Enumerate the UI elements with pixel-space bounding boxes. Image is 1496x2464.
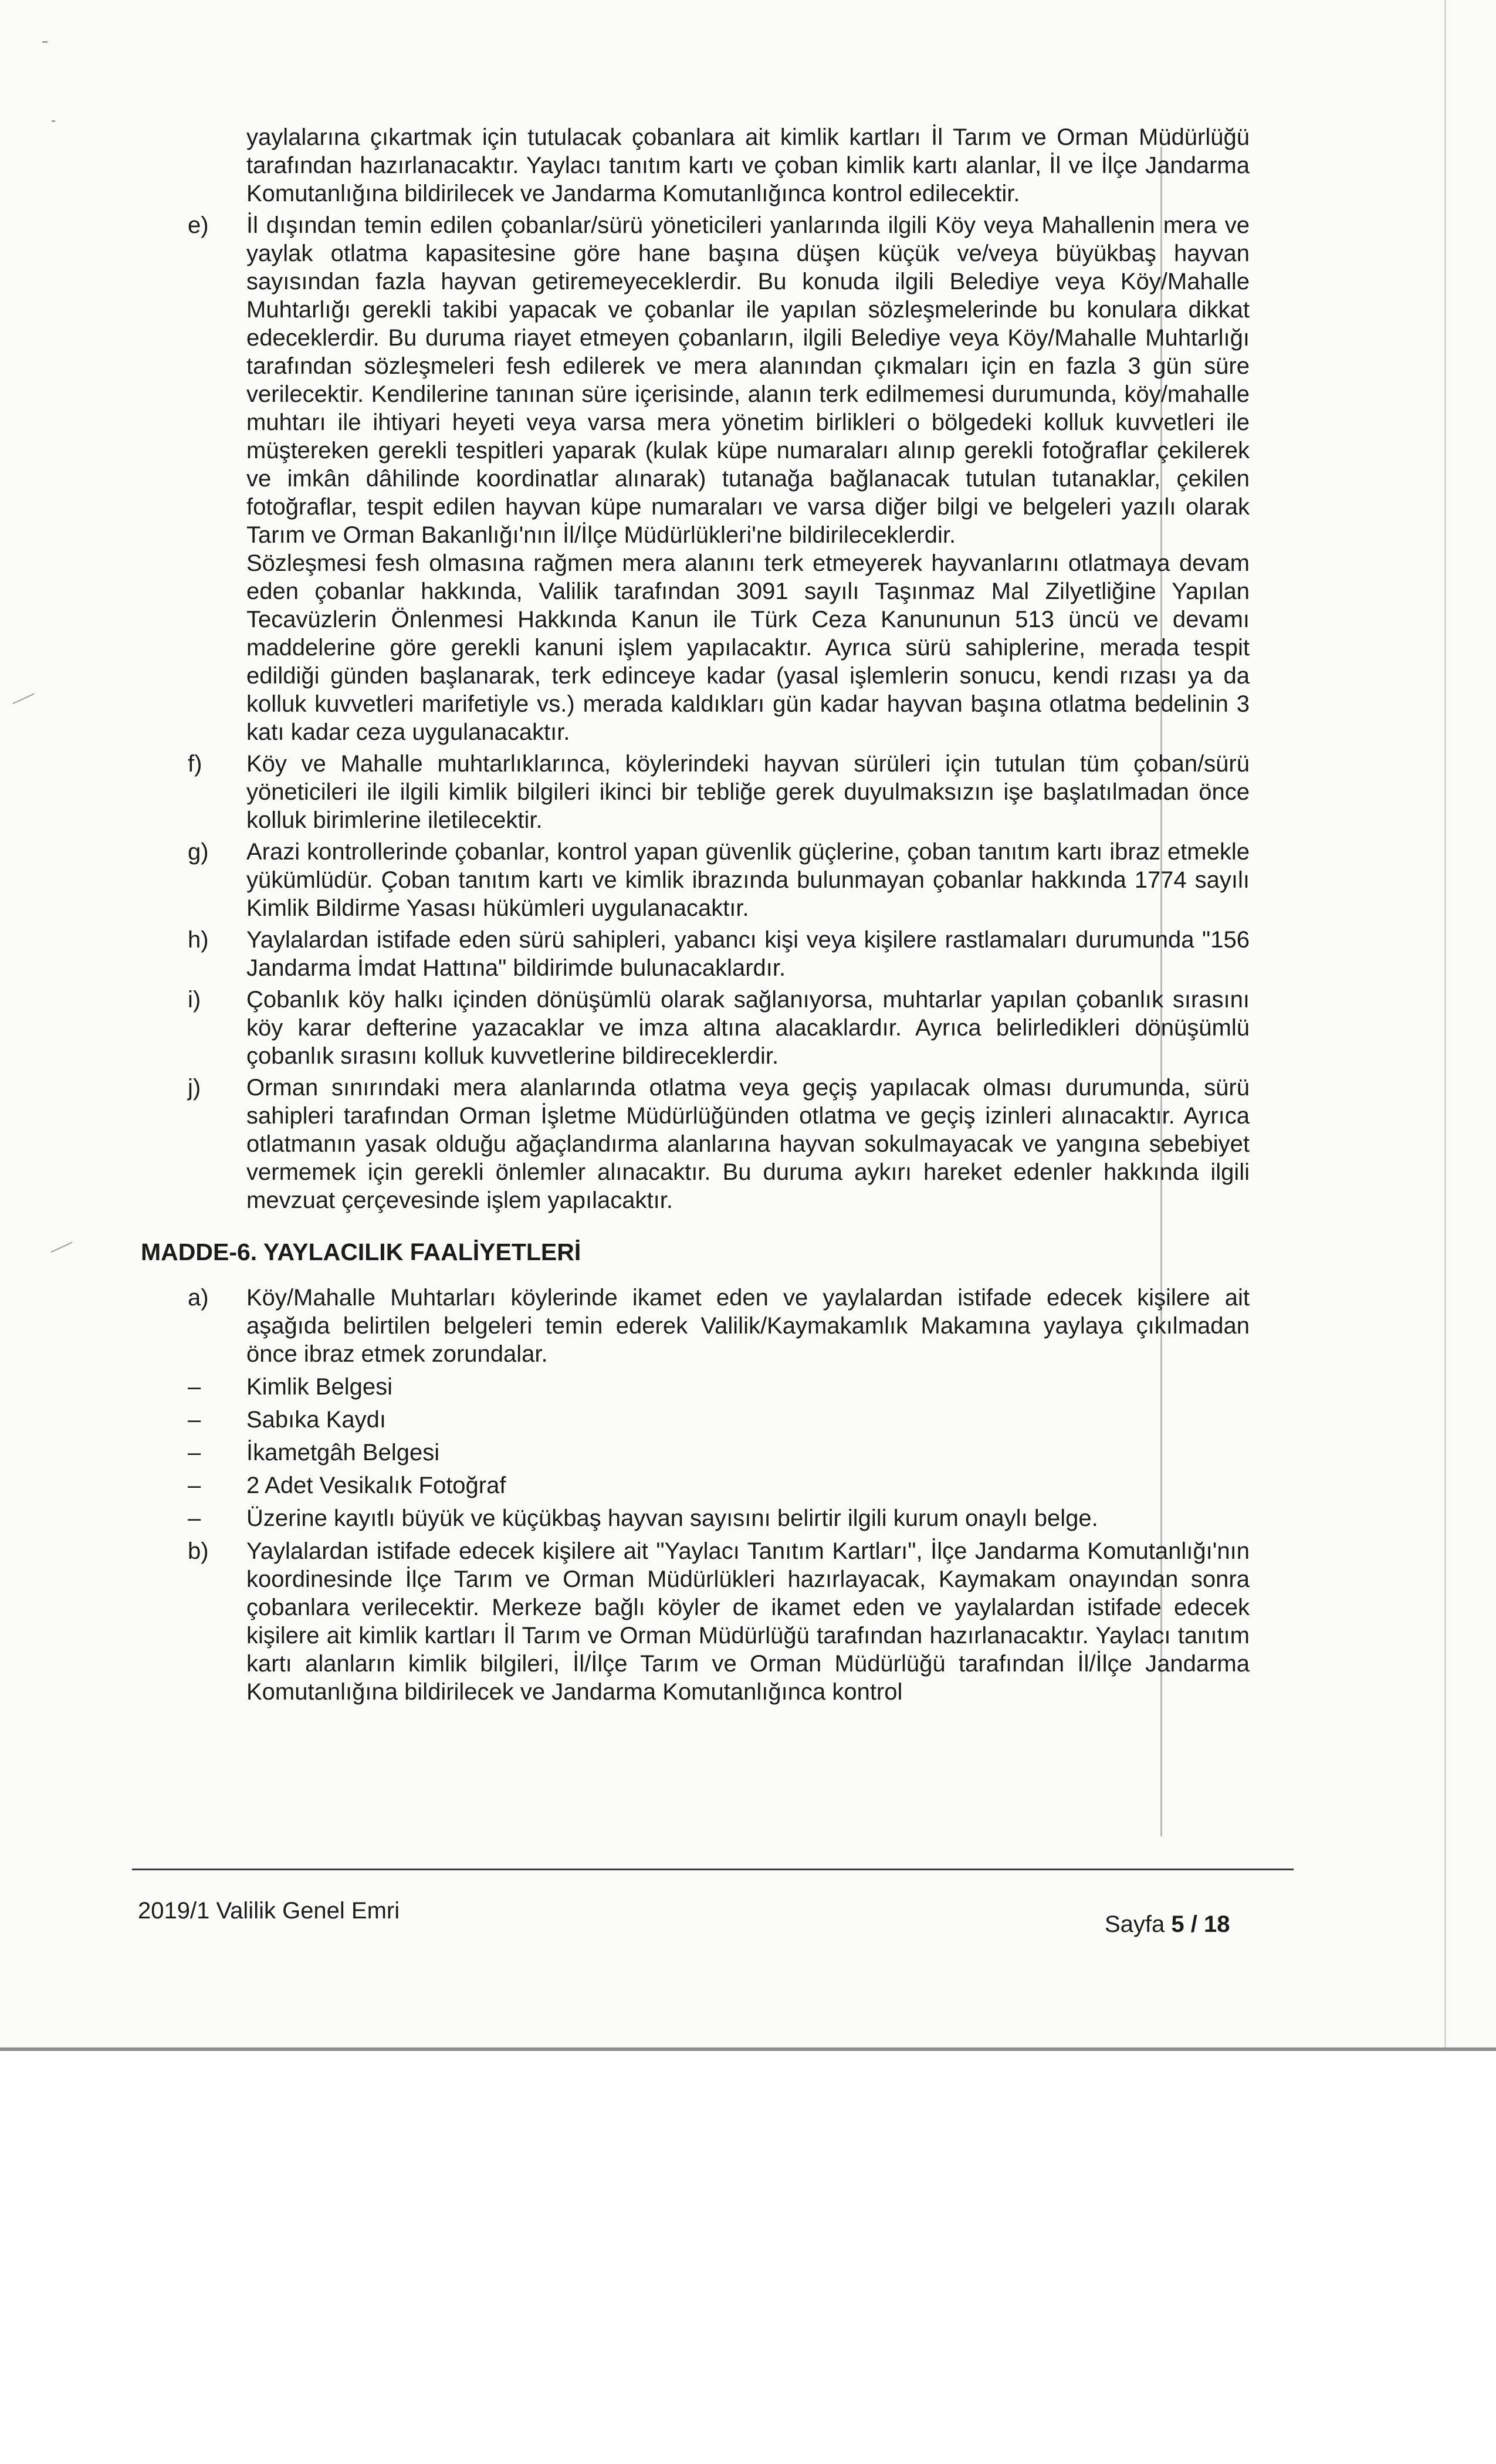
scan-speck	[42, 41, 48, 43]
item-marker: j)	[188, 1075, 201, 1101]
dash-marker: –	[188, 1374, 201, 1400]
list-item-g	[176, 838, 1250, 922]
article-5-items	[176, 211, 1250, 1214]
document-body	[141, 123, 1250, 1710]
document-name: Sabıka Kaydı	[246, 1407, 386, 1433]
list-item-h	[176, 926, 1250, 982]
dash-marker: –	[188, 1473, 201, 1498]
list-item-a	[176, 1284, 1250, 1368]
item-paragraph: İl dışından temin edilen çobanlar/sürü yöneticileri yanlarında ilgili Köy veya Mahallenin mera ve yaylak otlatma kapasitesine göre hane başına düşen küçük ve/veya büyükbaş hayvan sayısından fazla hayvan getiremeyeceklerdir. Bu konuda ilgili Belediye veya Köy/Mahalle Muhtarlığı gerekli takibi yapacak ve çobanlar ile yapılan sözleşmelerinde bu konulara dikkat edeceklerdir. Bu duruma riayet etmeyen çobanların, ilgili Belediye veya Köy/Mahalle Muhtarlığı tarafından sözleşmeleri fesh edilerek ve mera alanından çıkmaları için en fazla 3 gün süre verilecektir. Kendilerine tanınan süre içerisinde, alanın terk edilmemesi durumunda, köy/mahalle muhtarı ile ihtiyari heyeti veya varsa mera yönetim birlikleri o bölgedeki kolluk kuvvetleri ile müştereken gerekli tespitleri yaparak (kulak küpe numaraları alınıp gerekli fotoğraflar çekilerek ve imkân dâhilinde koordinatlar alınarak) tutanağa bağlanacak tutulan tutanaklar, çekilen fotoğraflar, tespit edilen hayvan küpe numaraları ve varsa diğer bilgi ve belgeleri yazılı olarak Tarım ve Orman Bakanlığı'nın İl/İlçe Müdürlükleri'ne bildirileceklerdir.	[246, 212, 1250, 548]
item-marker: f)	[188, 751, 202, 777]
dash-marker: –	[188, 1440, 201, 1465]
item-paragraph: Köy ve Mahalle muhtarlıklarınca, köylerindeki hayvan sürüleri için tutulan tüm çoban/sürü yöneticileri ile ilgili kimlik bilgileri ikinci bir tebliğe gerek duyulmaksızın işe başlatılmadan önce kolluk birimlerine iletilecektir.	[246, 751, 1250, 833]
required-documents-list	[176, 1373, 1250, 1532]
document-name: Kimlik Belgesi	[246, 1374, 392, 1400]
document-name: 2 Adet Vesikalık Fotoğraf	[246, 1473, 506, 1498]
scan-bottom-edge	[0, 2047, 1496, 2051]
item-paragraph: Yaylalardan istifade eden sürü sahipleri, yabancı kişi veya kişilere rastlamaları durumunda "156 Jandarma İmdat Hattına" bildirimde bulunacaklardır.	[246, 927, 1250, 981]
list-item	[176, 1504, 1250, 1532]
item-paragraph: Sözleşmesi fesh olmasına rağmen mera alanını terk etmeyerek hayvanlarını otlatmaya devam eden çobanlar hakkında, Valilik tarafından 3091 sayılı Taşınmaz Mal Zilyetliğine Yapılan Tecavüzlerin Önlenmesi Hakkında Kanun ile Türk Ceza Kanununun 513 üncü ve devamı maddelerine göre gerekli kanuni işlem yapılacaktır. Ayrıca sürü sahiplerine, merada tespit edildiği günden başlanarak, terk edinceye kadar (yasal işlemlerin sonucu, kendi rızası ya da kolluk kuvvetleri marifetiyle vs.) merada kaldıkları gün kadar hayvan başına otlatma bedelinin 3 katı kadar ceza uygulanacaktır.	[246, 550, 1250, 745]
list-item-e	[176, 211, 1250, 746]
scan-edge	[1444, 0, 1446, 2049]
scan-speck	[52, 120, 55, 122]
item-paragraph: Yaylalardan istifade edecek kişilere ait "Yaylacı Tanıtım Kartları", İlçe Jandarma Komutanlığı'nın koordinesinde İlçe Tarım ve Orman Müdürlükleri hazırlayacak, Kaymakam onayından sonra çobanlara verilecektir. Merkeze bağlı köyler de ikamet eden ve yaylalardan istifade edecek kişilere ait kimlik kartları İl Tarım ve Orman Müdürlüğü tarafından hazırlanacaktır. Yaylacı tanıtım kartı alanların kimlik bilgileri, İl/İlçe Tarım ve Orman Müdürlüğü tarafından İl/İlçe Jandarma Komutanlığına bildirilecek ve Jandarma Komutanlığınca kontrol	[246, 1538, 1250, 1705]
list-item	[176, 1471, 1250, 1500]
list-item-f	[176, 750, 1250, 834]
footer-document-title: 2019/1 Valilik Genel Emri	[138, 1898, 400, 1924]
intro-paragraph: yaylalarına çıkartmak için tutulacak çobanlara ait kimlik kartları İl Tarım ve Orman Müdürlüğü tarafından hazırlanacaktır. Yaylacı tanıtım kartı ve çoban kimlik kartı alanlar, İl ve İlçe Jandarma Komutanlığına bildirilecek ve Jandarma Komutanlığınca kontrol edilecektir.	[246, 124, 1250, 207]
item-paragraph: Arazi kontrollerinde çobanlar, kontrol yapan güvenlik güçlerine, çoban tanıtım kartı ibraz etmekle yükümlüdür. Çoban tanıtım kartı ve kimlik ibrazında bulunmayan çobanlar hakkında 1774 sayılı Kimlik Bildirme Yasası hükümleri uygulanacaktır.	[246, 839, 1250, 921]
item-paragraph: Orman sınırındaki mera alanlarında otlatma veya geçiş yapılacak olması durumunda, sürü sahipleri tarafından Orman İşletme Müdürlüğünden otlatma ve geçiş izinleri alınacaktır. Ayrıca otlatmanın yasak olduğu ağaçlandırma alanlarına hayvan sokulmayacak ve yangına sebebiyet vermemek için gerekli önlemler alınacaktır. Bu duruma aykırı hareket edenler hakkında ilgili mevzuat çerçevesinde işlem yapılacaktır.	[246, 1075, 1250, 1213]
item-marker: a)	[188, 1285, 209, 1311]
list-item	[176, 1373, 1250, 1401]
list-item	[176, 1406, 1250, 1434]
list-item-j	[176, 1074, 1250, 1214]
item-paragraph: Çobanlık köy halkı içinden dönüşümlü olarak sağlanıyorsa, muhtarlar yapılan çobanlık sırasını köy karar defterine yazacaklar ve imza altına alacaklardır. Ayrıca belirledikleri dönüşümlü çobanlık sırasını kolluk kuvvetlerine bildireceklerdir.	[246, 987, 1250, 1069]
article-heading: MADDE-6. YAYLACILIK FAALİYETLERİ	[141, 1238, 581, 1265]
dash-marker: –	[188, 1505, 201, 1531]
list-item	[176, 1439, 1250, 1467]
footer-divider	[132, 1869, 1294, 1870]
item-paragraph: Köy/Mahalle Muhtarları köylerinde ikamet eden ve yaylalardan istifade edecek kişilere ait aşağıda belirtilen belgeleri temin ederek Valilik/Kaymakamlık Makamına yaylaya çıkılmadan önce ibraz etmek zorundalar.	[246, 1285, 1250, 1367]
item-marker: e)	[188, 212, 209, 238]
item-marker: i)	[188, 987, 201, 1013]
document-name: İkametgâh Belgesi	[246, 1440, 440, 1465]
list-item-b	[176, 1537, 1250, 1706]
page-number	[1105, 1911, 1230, 1938]
item-marker: h)	[188, 927, 209, 953]
document-name: Üzerine kayıtlı büyük ve küçükbaş hayvan sayısını belirtir ilgili kurum onaylı belge.	[246, 1505, 1098, 1531]
page-label: Sayfa	[1105, 1911, 1165, 1937]
dash-marker: –	[188, 1407, 201, 1433]
page-count: 5 / 18	[1171, 1911, 1230, 1937]
item-marker: g)	[188, 839, 209, 865]
item-marker: b)	[188, 1538, 209, 1564]
list-item-i	[176, 986, 1250, 1070]
